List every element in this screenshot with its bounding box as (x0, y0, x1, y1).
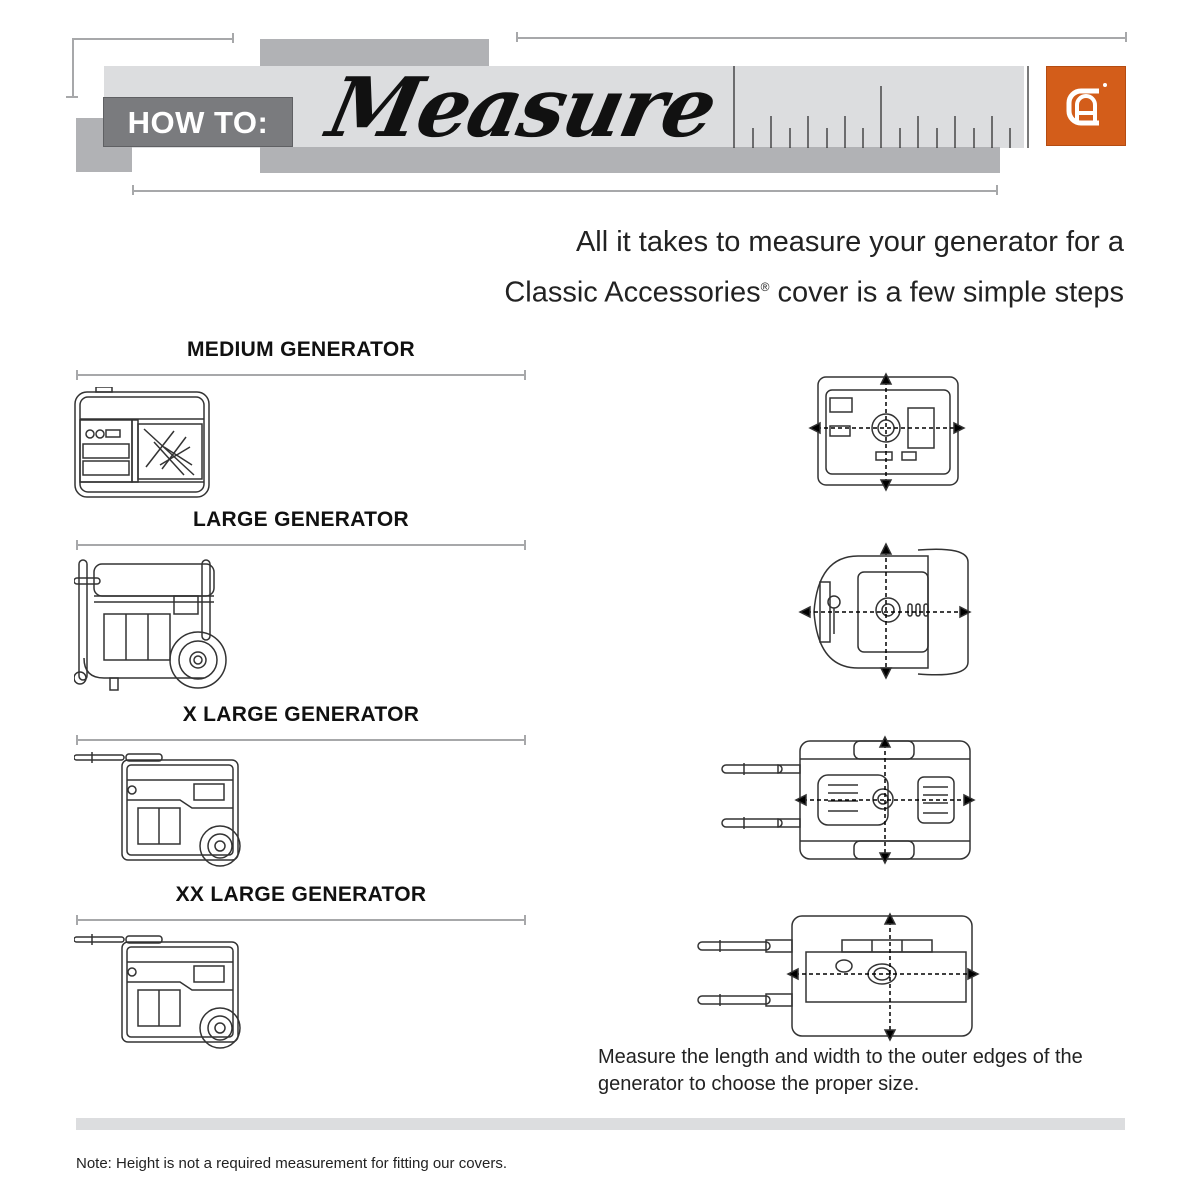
generator-title-x-large: X LARGE GENERATOR (182, 703, 420, 726)
size-rule (76, 919, 526, 921)
medium-generator-top-view-icon (808, 372, 968, 492)
decorative-rule (996, 185, 998, 195)
decorative-rule (72, 38, 74, 98)
decorative-rule (516, 32, 518, 42)
brand-name: Classic Accessories (504, 276, 761, 309)
large-generator-top-view-icon (798, 542, 973, 682)
decorative-rule (66, 96, 78, 98)
intro-text (424, 220, 1124, 316)
size-rule (76, 544, 526, 546)
xx-large-generator-top-view-icon (694, 912, 984, 1042)
decorative-rule (516, 37, 1126, 39)
classic-accessories-logo (1046, 66, 1126, 146)
generator-title-xx-large: XX LARGE GENERATOR (175, 883, 427, 906)
decorative-rule (1125, 32, 1127, 42)
decorative-rule (132, 185, 134, 195)
how-to-label: HOW TO: (103, 97, 293, 147)
xx-large-generator-side-icon (74, 934, 254, 1049)
large-generator-side-icon (74, 558, 234, 693)
registered-mark: ® (760, 280, 770, 294)
footer-divider (76, 1118, 1125, 1130)
ruler-icon (733, 66, 1033, 148)
intro-line-2 (424, 265, 1124, 316)
decorative-rule (132, 190, 998, 192)
measure-instruction: Measure the length and width to the outer edges of the generator to choose the proper size. (598, 1046, 1083, 1095)
x-large-generator-top-view-icon (718, 735, 988, 865)
intro-line-1: All it takes to measure your generator for a (575, 226, 1124, 258)
size-rule (76, 374, 526, 376)
generator-title-large: LARGE GENERATOR (192, 508, 410, 531)
x-large-generator-side-icon (74, 752, 254, 867)
footnote: Note: Height is not a required measurement for fitting our covers. (76, 1155, 508, 1172)
intro-line-2-rest: cover is a few simple steps (769, 276, 1124, 309)
page-title: Measure (319, 60, 724, 156)
decorative-rule (72, 38, 234, 40)
medium-generator-side-icon (74, 387, 210, 499)
decorative-rule (232, 33, 234, 43)
generator-title-medium: MEDIUM GENERATOR (186, 338, 416, 361)
size-rule (76, 739, 526, 741)
